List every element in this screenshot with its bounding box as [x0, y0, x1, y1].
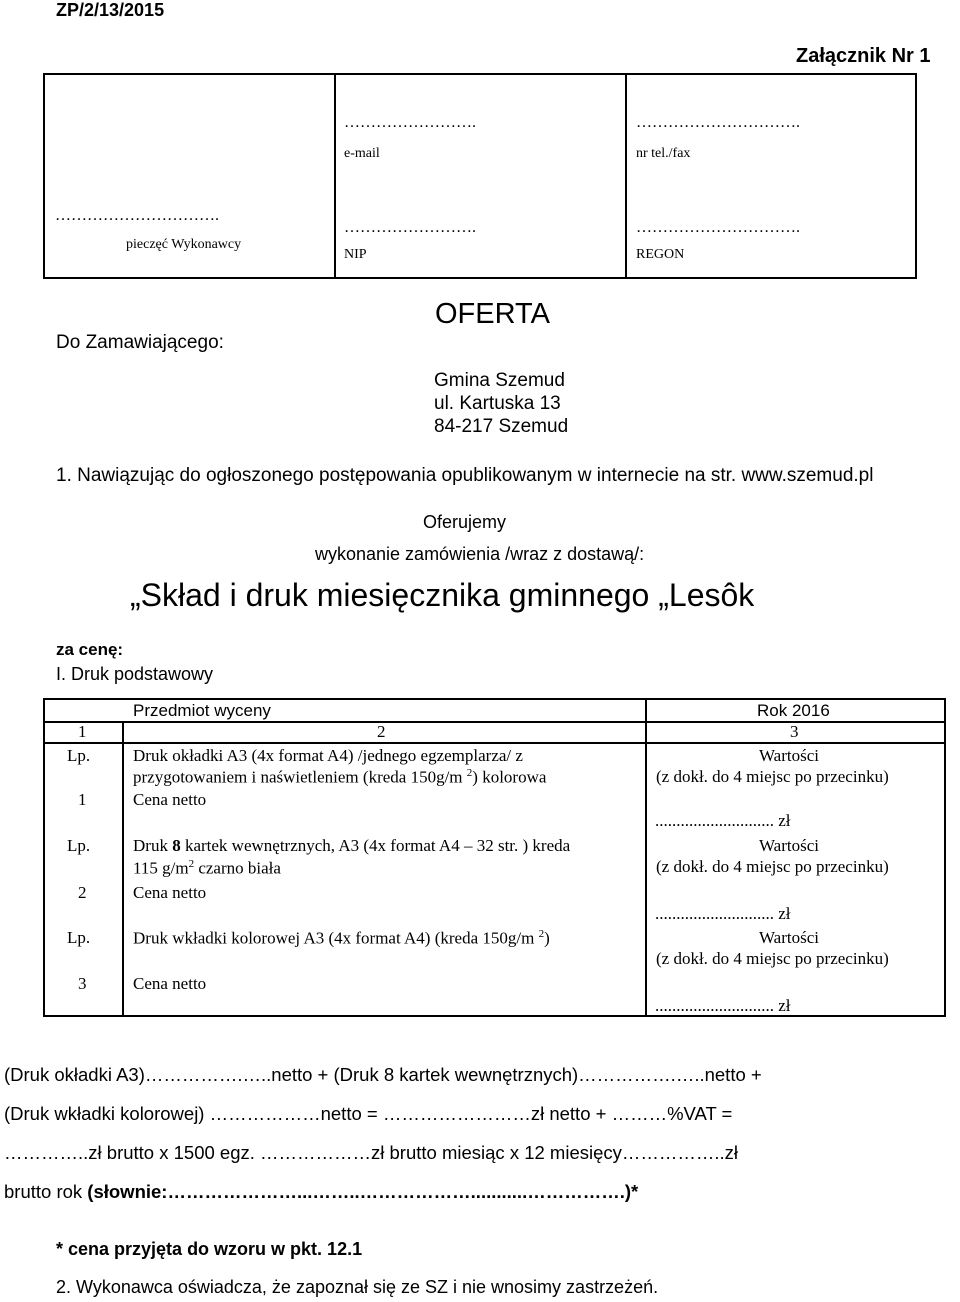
row-number: 3 — [78, 974, 87, 993]
net-price-label: Cena netto — [133, 974, 207, 993]
item-3-description: Druk wkładki kolorowej A3 (4x format A4) (kreda 150g/m $^2$) — [133, 928, 550, 948]
phone-dots: …………………………. — [636, 114, 800, 131]
divider — [122, 721, 124, 1017]
item-1-description-line2: przygotowaniem i naświetleniem (kreda 150g/m $^2$) kolorowa — [133, 767, 547, 787]
divider — [43, 721, 946, 723]
reference-number: ZP/2/13/2015 — [56, 0, 165, 20]
net-price-label: Cena netto — [133, 883, 207, 902]
address-line: ul. Kartuska 13 — [434, 393, 561, 414]
column-number: 3 — [790, 722, 799, 741]
amount-field: ............................ zł — [655, 996, 791, 1015]
values-label: Wartości — [759, 836, 819, 855]
address-line: 84-217 Szemud — [434, 416, 569, 437]
values-note: (z dokł. do 4 miejsc po przecinku) — [656, 767, 889, 786]
summary-line: brutto rok (słownie:…………………...……..………………...........…………….)* — [4, 1181, 639, 1202]
row-number: 1 — [78, 790, 87, 809]
attachment-label: Załącznik Nr 1 — [796, 45, 931, 67]
values-note: (z dokł. do 4 miejsc po przecinku) — [656, 857, 889, 876]
divider — [43, 742, 946, 744]
item-2-description-line2: 115 $g/m^2$ czarno biała — [133, 858, 281, 878]
regon-label: REGON — [636, 247, 685, 262]
divider — [645, 698, 647, 1017]
column-number: 1 — [78, 722, 87, 741]
item-1-description: Druk okładki A3 (4x format A4) /jednego egzemplarza/ z — [133, 746, 523, 765]
email-dots: ……………………. — [344, 114, 476, 131]
address-line: Gmina Szemud — [434, 370, 565, 391]
amount-field: ............................ zł — [655, 904, 791, 923]
email-label: e-mail — [344, 146, 380, 161]
column-number: 2 — [377, 722, 386, 741]
net-price-label: Cena netto — [133, 790, 207, 809]
divider — [334, 73, 336, 279]
values-note: (z dokł. do 4 miejsc po przecinku) — [656, 949, 889, 968]
item-2-description: Druk 8 kartek wewnętrznych, A3 (4x format A4 – 32 str. ) kreda — [133, 836, 571, 855]
lp-label: Lp. — [67, 746, 91, 765]
offer-line: Oferujemy — [423, 512, 507, 532]
divider — [625, 73, 627, 279]
regon-dots: …………………………. — [636, 219, 800, 236]
section-2-text: 2. Wykonawca oświadcza, że zapoznał się ze SZ i nie wnosimy zastrzeżeń. — [56, 1277, 659, 1297]
table-head-year: Rok 2016 — [757, 701, 830, 720]
stamp-label: pieczęć Wykonawcy — [126, 237, 242, 252]
lp-label: Lp. — [67, 836, 91, 855]
offer-title: OFERTA — [435, 298, 550, 330]
nip-label: NIP — [344, 247, 367, 262]
summary-line: (Druk wkładki kolorowej) ………………netto = ……………………zł netto + ………%VAT = — [4, 1103, 733, 1124]
nip-dots: ……………………. — [344, 219, 476, 236]
summary-line: …………..zł brutto x 1500 egz. ………………zł brutto miesiąc x 12 miesięcy……………..zł — [4, 1142, 739, 1163]
values-label: Wartości — [759, 746, 819, 765]
subject-title: „Skład i druk miesięcznika gminnego „Lesôk — [130, 577, 755, 613]
lp-label: Lp. — [67, 928, 91, 947]
amount-field: ............................ zł — [655, 811, 791, 830]
offer-line: wykonanie zamówienia /wraz z dostawą/: — [315, 544, 645, 564]
table-head-subject: Przedmiot wyceny — [133, 701, 271, 720]
phone-label: nr tel./fax — [636, 146, 691, 161]
summary-line: (Druk okładki A3)…………….…..netto + (Druk 8 kartek wewnętrznych)…………….…..netto + — [4, 1064, 762, 1085]
addressee-label: Do Zamawiającego: — [56, 332, 224, 353]
footnote: * cena przyjęta do wzoru w pkt. 12.1 — [56, 1239, 363, 1259]
section-1-text: 1. Nawiązując do ogłoszonego postępowania opublikowanym w internecie na str. www.szemud.pl — [56, 465, 874, 486]
variant-label: I. Druk podstawowy — [56, 664, 214, 684]
values-label: Wartości — [759, 928, 819, 947]
price-label: za cenę: — [56, 640, 124, 659]
row-number: 2 — [78, 883, 87, 902]
stamp-dots: …………………………. — [55, 207, 219, 224]
